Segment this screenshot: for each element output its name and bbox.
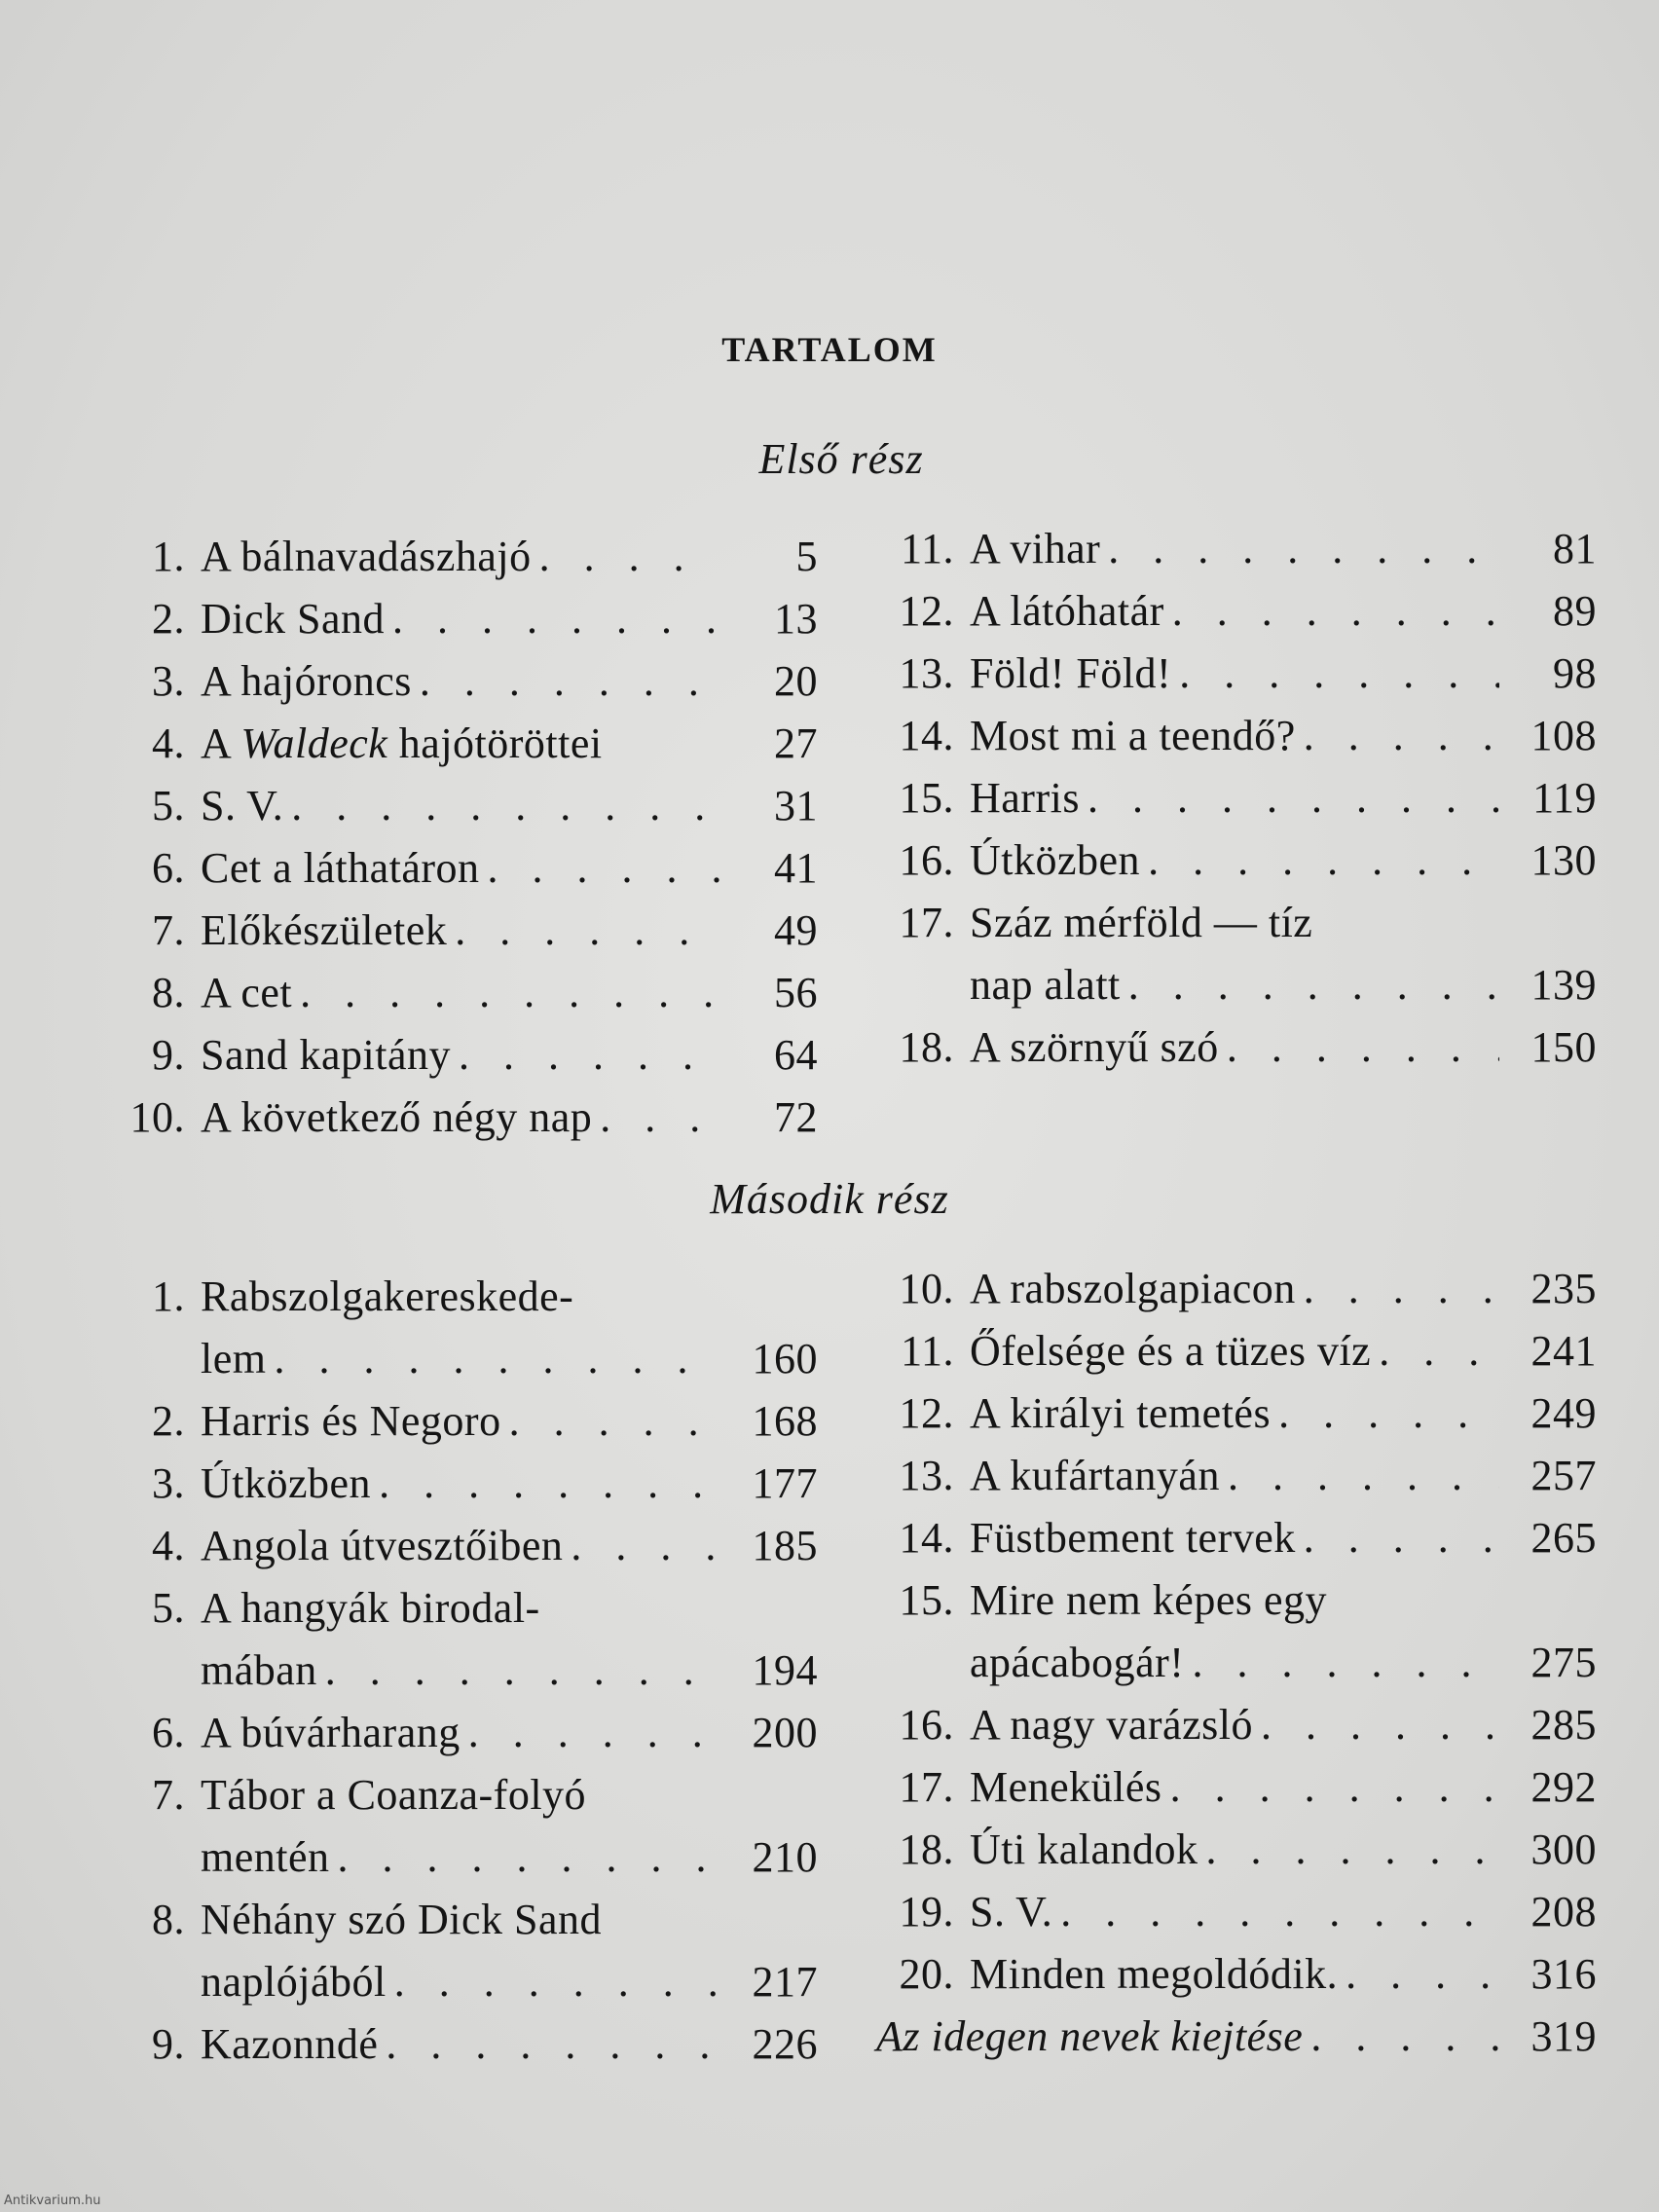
chapter-title-line1: Néhány szó Dick Sand bbox=[201, 1896, 603, 1943]
chapter-title-cont bbox=[970, 1632, 1507, 1694]
page-number: 72 bbox=[774, 1093, 818, 1141]
chapter-title bbox=[201, 962, 728, 1024]
toc-entry bbox=[107, 1266, 818, 1328]
page-number: 257 bbox=[1530, 1452, 1597, 1499]
chapter-title-line2: apácabogár! bbox=[970, 1639, 1185, 1686]
page-number: 194 bbox=[752, 1646, 818, 1694]
chapter-title bbox=[970, 1016, 1507, 1079]
page-number: 64 bbox=[774, 1031, 818, 1079]
page-number: 168 bbox=[752, 1397, 818, 1445]
toc-entry bbox=[876, 1507, 1597, 1569]
toc-entry-continuation bbox=[107, 1640, 818, 1702]
chapter-number: 2. bbox=[152, 1397, 185, 1445]
chapter-title-line1: A hangyák birodal- bbox=[201, 1584, 540, 1632]
toc-entry bbox=[107, 588, 818, 650]
leader-dots bbox=[325, 1640, 720, 1702]
chapter-title bbox=[201, 1702, 728, 1764]
toc-entry-appendix bbox=[876, 2006, 1597, 2068]
leader-dots bbox=[509, 1390, 720, 1453]
chapter-number: 9. bbox=[152, 2020, 185, 2068]
leader-dots bbox=[459, 1024, 720, 1087]
leader-dots bbox=[1170, 1756, 1499, 1819]
watermark: Antikvarium.hu bbox=[4, 2194, 101, 2208]
toc-entry bbox=[107, 1577, 818, 1640]
leader-dots bbox=[1060, 1881, 1499, 1943]
page-number: 285 bbox=[1530, 1701, 1597, 1749]
chapter-title-text: Kazonndé bbox=[201, 2020, 379, 2068]
toc-part2-left bbox=[107, 1266, 818, 2076]
toc-entry bbox=[876, 1258, 1597, 1320]
page-number: 235 bbox=[1530, 1265, 1597, 1312]
chapter-title-cont bbox=[201, 1640, 728, 1702]
chapter-title-cont bbox=[201, 1826, 728, 1889]
appendix-page-number: 319 bbox=[1530, 2012, 1597, 2060]
leader-dots bbox=[1179, 643, 1499, 705]
toc-entry bbox=[876, 1943, 1597, 2006]
chapter-title-text: A királyi temetés bbox=[970, 1389, 1272, 1437]
chapter-title-cont bbox=[201, 1328, 728, 1390]
page-number: 81 bbox=[1553, 525, 1597, 572]
toc-part1-right bbox=[876, 518, 1597, 1079]
toc-entry bbox=[107, 650, 818, 713]
leader-dots bbox=[488, 837, 720, 900]
toc-entry bbox=[876, 892, 1597, 954]
leader-dots bbox=[1128, 954, 1499, 1016]
toc-entry bbox=[876, 580, 1597, 643]
chapter-title-text: Menekülés bbox=[970, 1763, 1162, 1811]
page-number: 275 bbox=[1530, 1639, 1597, 1686]
part-heading-1: Első rész bbox=[758, 435, 924, 483]
chapter-title-line2: mában bbox=[201, 1646, 317, 1694]
page-number: 210 bbox=[752, 1833, 818, 1881]
chapter-title bbox=[201, 1024, 728, 1087]
chapter-title bbox=[970, 1569, 1597, 1632]
chapter-title-text: A látóhatár bbox=[970, 587, 1164, 635]
chapter-title-text: Előkészületek bbox=[201, 906, 448, 954]
page-number: 31 bbox=[774, 782, 818, 830]
chapter-title-text: Dick Sand bbox=[201, 595, 386, 643]
chapter-title bbox=[201, 1390, 728, 1453]
chapter-number: 8. bbox=[152, 1896, 185, 1943]
chapter-title-text: S. V. bbox=[970, 1888, 1053, 1936]
chapter-title-text: Cet a láthatáron bbox=[201, 844, 480, 892]
toc-entry bbox=[876, 705, 1597, 767]
toc-entry-continuation bbox=[107, 1951, 818, 2013]
toc-entry bbox=[876, 518, 1597, 580]
chapter-title-text: A kufártanyán bbox=[970, 1452, 1220, 1499]
page-number: 292 bbox=[1530, 1763, 1597, 1811]
toc-entry bbox=[107, 526, 818, 588]
chapter-title bbox=[970, 1881, 1507, 1943]
chapter-title bbox=[201, 900, 728, 962]
toc-entry bbox=[107, 1087, 818, 1149]
chapter-title bbox=[201, 837, 728, 900]
chapter-title bbox=[970, 1943, 1507, 2006]
chapter-title-line1: Mire nem képes egy bbox=[970, 1576, 1327, 1624]
page-number: 119 bbox=[1532, 774, 1597, 822]
leader-dots bbox=[394, 1951, 720, 2013]
page-number: 200 bbox=[752, 1709, 818, 1756]
chapter-number: 2. bbox=[152, 595, 185, 643]
chapter-title-line2: nap alatt bbox=[970, 961, 1121, 1009]
toc-part1-left bbox=[107, 526, 818, 1149]
chapter-title-text bbox=[201, 713, 603, 775]
chapter-title bbox=[201, 1087, 728, 1149]
chapter-title bbox=[970, 518, 1507, 580]
page-number: 226 bbox=[752, 2020, 818, 2068]
chapter-title bbox=[970, 580, 1507, 643]
chapter-number: 3. bbox=[152, 657, 185, 705]
chapter-title bbox=[970, 1507, 1507, 1569]
chapter-number: 15. bbox=[899, 774, 954, 822]
chapter-title bbox=[970, 1694, 1507, 1756]
page-number: 150 bbox=[1530, 1023, 1597, 1071]
page-number: 300 bbox=[1530, 1825, 1597, 1873]
chapter-title-cont bbox=[970, 954, 1507, 1016]
toc-entry bbox=[876, 1694, 1597, 1756]
toc-entry bbox=[876, 1881, 1597, 1943]
toc-entry-continuation bbox=[107, 1328, 818, 1390]
leader-dots bbox=[338, 1826, 720, 1889]
chapter-title-text: A szörnyű szó bbox=[970, 1023, 1219, 1071]
chapter-number: 17. bbox=[899, 899, 954, 946]
page-number: 13 bbox=[774, 595, 818, 643]
chapter-title bbox=[201, 1453, 728, 1515]
chapter-title bbox=[201, 650, 728, 713]
chapter-title-line2: mentén bbox=[201, 1833, 330, 1881]
page-number: 316 bbox=[1530, 1950, 1597, 1998]
toc-part2-right bbox=[876, 1258, 1597, 2068]
chapter-title bbox=[201, 588, 728, 650]
leader-dots bbox=[1346, 1943, 1499, 2006]
chapter-title bbox=[201, 713, 728, 775]
toc-entry bbox=[107, 1024, 818, 1087]
chapter-title bbox=[201, 775, 728, 837]
toc-entry bbox=[876, 643, 1597, 705]
toc-entry bbox=[107, 775, 818, 837]
toc-entry bbox=[876, 1445, 1597, 1507]
chapter-number: 4. bbox=[152, 1522, 185, 1569]
chapter-title bbox=[201, 1889, 818, 1951]
chapter-title-text: Füstbement tervek bbox=[970, 1514, 1296, 1562]
page-number: 27 bbox=[774, 719, 818, 767]
chapter-number: 10. bbox=[129, 1093, 185, 1141]
toc-entry bbox=[876, 830, 1597, 892]
chapter-title-cont bbox=[201, 1951, 728, 2013]
chapter-title bbox=[970, 892, 1597, 954]
leader-dots bbox=[455, 900, 720, 962]
title-pre: A bbox=[201, 719, 241, 767]
leader-dots bbox=[379, 1453, 720, 1515]
chapter-number: 5. bbox=[152, 1584, 185, 1632]
toc-entry bbox=[876, 1016, 1597, 1079]
page-number: 177 bbox=[752, 1459, 818, 1507]
toc-entry-continuation bbox=[876, 1632, 1597, 1694]
chapter-title-text: Minden megoldódik. bbox=[970, 1950, 1339, 1998]
page-number: 98 bbox=[1553, 649, 1597, 697]
chapter-title-text: Most mi a teendő? bbox=[970, 712, 1296, 759]
chapter-title-text: Őfelsége és a tüzes víz bbox=[970, 1327, 1372, 1375]
toc-entry bbox=[107, 837, 818, 900]
leader-dots bbox=[1261, 1694, 1499, 1756]
chapter-number: 4. bbox=[152, 719, 185, 767]
ship-name: Waldeck bbox=[240, 719, 388, 767]
leader-dots bbox=[291, 775, 720, 837]
page-number: 241 bbox=[1530, 1327, 1597, 1375]
chapter-number: 12. bbox=[899, 1389, 954, 1437]
toc-entry bbox=[107, 1889, 818, 1951]
leader-dots bbox=[392, 588, 720, 650]
toc-entry-continuation bbox=[107, 1826, 818, 1889]
chapter-number: 13. bbox=[899, 649, 954, 697]
leader-dots bbox=[1227, 1016, 1499, 1079]
page-number: 265 bbox=[1530, 1514, 1597, 1562]
chapter-number: 3. bbox=[152, 1459, 185, 1507]
page-number: 130 bbox=[1530, 836, 1597, 884]
chapter-title-line1: Rabszolgakereskede- bbox=[201, 1272, 574, 1320]
chapter-title bbox=[970, 1258, 1507, 1320]
chapter-number: 18. bbox=[899, 1023, 954, 1071]
chapter-title-line1: Száz mérföld — tíz bbox=[970, 899, 1313, 946]
title-post: hajótöröttei bbox=[387, 719, 603, 767]
leader-dots bbox=[600, 1087, 720, 1149]
page-number: 41 bbox=[774, 844, 818, 892]
chapter-number: 13. bbox=[899, 1452, 954, 1499]
leader-dots bbox=[1172, 580, 1499, 643]
chapter-title-text: Sand kapitány bbox=[201, 1031, 452, 1079]
chapter-title bbox=[201, 1577, 818, 1640]
chapter-title-text: A következő négy nap bbox=[201, 1093, 593, 1141]
chapter-title-text: A búvárharang bbox=[201, 1709, 461, 1756]
chapter-number: 5. bbox=[152, 782, 185, 830]
chapter-number: 6. bbox=[152, 844, 185, 892]
chapter-title bbox=[970, 830, 1507, 892]
chapter-title bbox=[970, 1756, 1507, 1819]
chapter-title-text: A bálnavadászhajó bbox=[201, 533, 532, 580]
leader-dots bbox=[1228, 1445, 1499, 1507]
chapter-title bbox=[970, 1445, 1507, 1507]
leader-dots bbox=[1206, 1819, 1499, 1881]
toc-entry bbox=[876, 1569, 1597, 1632]
chapter-title-text: Útközben bbox=[970, 836, 1141, 884]
leader-dots bbox=[1304, 705, 1499, 767]
page-number: 185 bbox=[752, 1522, 818, 1569]
chapter-title bbox=[970, 1819, 1507, 1881]
chapter-title bbox=[201, 1515, 728, 1577]
page-number: 5 bbox=[795, 533, 818, 580]
leader-dots bbox=[1310, 2006, 1499, 2068]
chapter-title bbox=[201, 1764, 818, 1826]
page-number: 20 bbox=[774, 657, 818, 705]
leader-dots bbox=[1088, 767, 1499, 830]
chapter-number: 11. bbox=[901, 1327, 954, 1375]
toc-entry bbox=[107, 1764, 818, 1826]
toc-entry bbox=[107, 1453, 818, 1515]
chapter-title bbox=[970, 1320, 1507, 1382]
appendix-title-text: Az idegen nevek kiejtése bbox=[876, 2012, 1304, 2060]
toc-entry bbox=[876, 1819, 1597, 1881]
toc-entry bbox=[107, 713, 818, 775]
page-number: 160 bbox=[752, 1335, 818, 1382]
chapter-number: 1. bbox=[152, 533, 185, 580]
chapter-number: 14. bbox=[899, 1514, 954, 1562]
leader-dots bbox=[1148, 830, 1499, 892]
toc-entry-continuation bbox=[876, 954, 1597, 1016]
chapter-number: 7. bbox=[152, 1771, 185, 1819]
toc-entry bbox=[107, 900, 818, 962]
page-number: 208 bbox=[1530, 1888, 1597, 1936]
leader-dots bbox=[1278, 1382, 1499, 1445]
leader-dots bbox=[300, 962, 720, 1024]
chapter-title bbox=[970, 643, 1507, 705]
chapter-title bbox=[970, 705, 1507, 767]
chapter-number: 1. bbox=[152, 1272, 185, 1320]
toc-entry bbox=[107, 1702, 818, 1764]
leader-dots bbox=[274, 1328, 720, 1390]
chapter-title-text: Angola útvesztőiben bbox=[201, 1522, 564, 1569]
chapter-title-text: Föld! Föld! bbox=[970, 649, 1172, 697]
part-heading-2: Második rész bbox=[710, 1175, 949, 1223]
appendix-title bbox=[876, 2006, 1507, 2068]
chapter-number: 15. bbox=[899, 1576, 954, 1624]
toc-entry bbox=[107, 1390, 818, 1453]
chapter-title-text: Harris bbox=[970, 774, 1080, 822]
chapter-number: 12. bbox=[899, 587, 954, 635]
chapter-title-text: Útközben bbox=[201, 1459, 372, 1507]
leader-dots bbox=[1304, 1258, 1499, 1320]
page-number: 217 bbox=[752, 1958, 818, 2006]
chapter-number: 10. bbox=[899, 1265, 954, 1312]
chapter-number: 11. bbox=[901, 525, 954, 572]
chapter-title bbox=[201, 1266, 818, 1328]
leader-dots bbox=[571, 1515, 720, 1577]
chapter-number: 19. bbox=[899, 1888, 954, 1936]
chapter-title-line1: Tábor a Coanza-folyó bbox=[201, 1771, 587, 1819]
page-title: TARTALOM bbox=[721, 330, 938, 369]
leader-dots bbox=[1379, 1320, 1499, 1382]
chapter-title bbox=[970, 767, 1507, 830]
chapter-title-line2: lem bbox=[201, 1335, 267, 1382]
toc-entry bbox=[107, 962, 818, 1024]
chapter-title-text: A vihar bbox=[970, 525, 1101, 572]
chapter-number: 17. bbox=[899, 1763, 954, 1811]
toc-entry bbox=[876, 1382, 1597, 1445]
chapter-number: 16. bbox=[899, 836, 954, 884]
page-number: 108 bbox=[1530, 712, 1597, 759]
leader-dots bbox=[468, 1702, 720, 1764]
chapter-number: 8. bbox=[152, 969, 185, 1016]
chapter-number: 14. bbox=[899, 712, 954, 759]
page-number: 89 bbox=[1553, 587, 1597, 635]
chapter-title-text: S. V. bbox=[201, 782, 284, 830]
chapter-title-text: Harris és Negoro bbox=[201, 1397, 501, 1445]
leader-dots bbox=[1108, 518, 1499, 580]
toc-entry bbox=[876, 767, 1597, 830]
toc-entry bbox=[107, 1515, 818, 1577]
leader-dots bbox=[1304, 1507, 1499, 1569]
toc-entry bbox=[876, 1320, 1597, 1382]
chapter-title bbox=[201, 2013, 728, 2076]
page-number: 139 bbox=[1530, 961, 1597, 1009]
chapter-number: 20. bbox=[899, 1950, 954, 1998]
chapter-title bbox=[201, 526, 728, 588]
chapter-title-text: Úti kalandok bbox=[970, 1825, 1198, 1873]
leader-dots bbox=[1192, 1632, 1499, 1694]
leader-dots bbox=[539, 526, 720, 588]
page-number: 249 bbox=[1530, 1389, 1597, 1437]
chapter-title bbox=[970, 1382, 1507, 1445]
chapter-number: 9. bbox=[152, 1031, 185, 1079]
chapter-title-text: A rabszolgapiacon bbox=[970, 1265, 1296, 1312]
leader-dots bbox=[386, 2013, 720, 2076]
chapter-title-line2: naplójából bbox=[201, 1958, 387, 2006]
chapter-number: 7. bbox=[152, 906, 185, 954]
chapter-title-text: A hajóroncs bbox=[201, 657, 412, 705]
chapter-title-text: A cet bbox=[201, 969, 293, 1016]
chapter-number: 6. bbox=[152, 1709, 185, 1756]
chapter-number: 18. bbox=[899, 1825, 954, 1873]
chapter-number: 16. bbox=[899, 1701, 954, 1749]
page-number: 49 bbox=[774, 906, 818, 954]
chapter-title-text: A nagy varázsló bbox=[970, 1701, 1253, 1749]
leader-dots bbox=[420, 650, 720, 713]
toc-entry bbox=[107, 2013, 818, 2076]
page-number: 56 bbox=[774, 969, 818, 1016]
toc-entry bbox=[876, 1756, 1597, 1819]
